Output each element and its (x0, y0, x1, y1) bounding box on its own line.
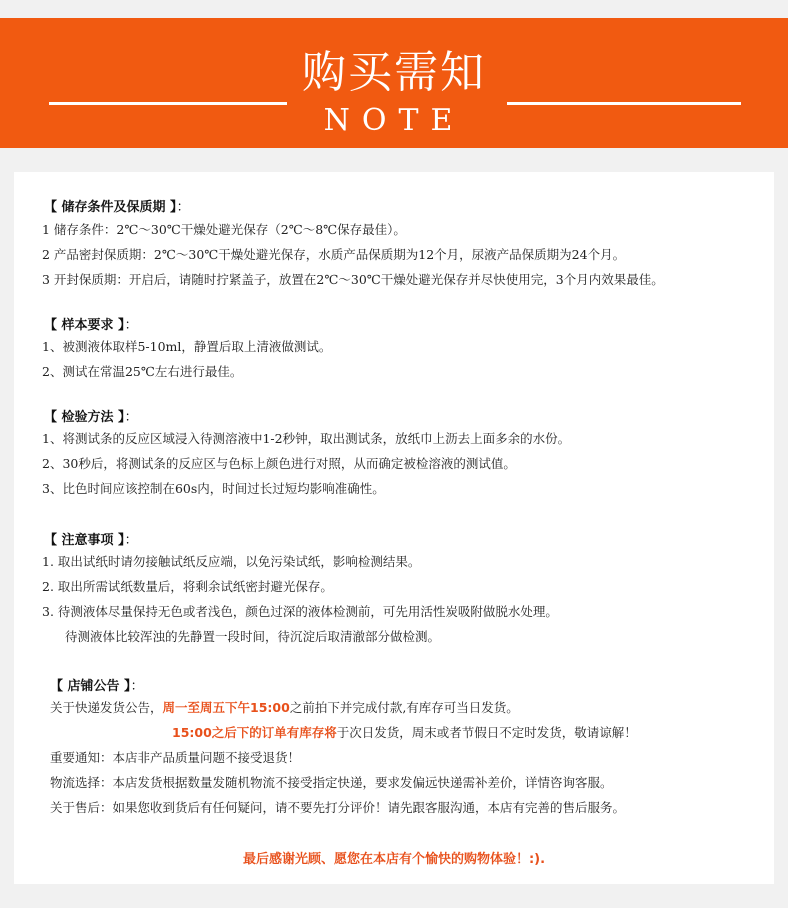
section-heading-storage-label: 【 储存条件及保质期 】 (44, 200, 177, 215)
store-logistics-notice: 物流选择：本店发货根据数量发随机物流不接受指定快递，要求发偏远快递需补差价，详情咨询客服。 (50, 775, 613, 790)
notice-card (14, 172, 774, 884)
section-heading-method-colon: ： (124, 410, 138, 425)
section-heading-method (44, 406, 138, 425)
store-shipping-intro: 关于快递发货公告， (50, 700, 163, 715)
section-heading-notes-label: 【 注意事项 】 (44, 533, 125, 548)
page-title: 购买需知 (302, 47, 486, 98)
section-heading-sample-label: 【 样本要求 】 (44, 318, 125, 333)
section-heading-sample-colon: ： (124, 318, 138, 333)
notes-item-3-cont: 待测液体比较浑浊的先静置一段时间，待沉淀后取清澈部分做检测。 (65, 629, 441, 644)
store-next-day-tail: 于次日发货，周末或者节假日不定时发货，敬请谅解！ (336, 725, 637, 740)
store-shipping-line (50, 700, 519, 716)
notes-item-2: 2. 取出所需试纸数量后，将剩余试纸密封避光保存。 (42, 579, 333, 594)
section-heading-store (50, 675, 144, 694)
section-heading-store-colon: ： (130, 679, 144, 694)
notes-item-3: 3. 待测液体尽量保持无色或者浅色，颜色过深的液体检测前，可先用活性炭吸附做脱水处理。 (42, 604, 558, 619)
store-shipping-tail: 之前拍下并完成付款,有库存可当日发货。 (289, 700, 519, 715)
closing-message: 最后感谢光顾、愿您在本店有个愉快的购物体验！:). (242, 852, 546, 867)
store-next-day-highlight: 15:00之后下的订单有库存将 (172, 725, 337, 740)
section-heading-notes-colon: ： (124, 533, 138, 548)
sample-item-2: 2、测试在常温25℃左右进行最佳。 (42, 364, 243, 379)
header-banner (0, 18, 788, 148)
section-heading-storage-colon: ： (176, 200, 190, 215)
method-item-1: 1、将测试条的反应区域浸入待测溶液中1-2秒钟，取出测试条，放纸巾上沥去上面多余的水份。 (42, 431, 571, 446)
sample-item-1: 1、被测液体取样5-10ml，静置后取上清液做测试。 (42, 339, 332, 354)
store-shipping-highlight: 周一至周五下午15:00 (162, 700, 290, 715)
storage-item-2: 2 产品密封保质期：2℃～30℃干燥处避光保存，水质产品保质期为12个月，尿液产品保质期为24个月。 (42, 247, 626, 262)
section-heading-store-label: 【 店铺公告 】 (50, 679, 131, 694)
store-return-notice: 重要通知：本店非产品质量问题不接受退货！ (50, 750, 301, 765)
method-item-2: 2、30秒后，将测试条的反应区与色标上颜色进行对照，从而确定被检溶液的测试值。 (42, 456, 516, 471)
page-subtitle: NOTE (323, 103, 465, 138)
store-next-day-line (172, 725, 637, 741)
notes-item-1: 1. 取出试纸时请勿接触试纸反应端，以免污染试纸，影响检测结果。 (42, 554, 421, 569)
storage-item-3: 3 开封保质期：开启后，请随时拧紧盖子，放置在2℃～30℃干燥处避光保存并尽快使用完，3个月内效果最佳。 (42, 272, 664, 287)
method-item-3: 3、比色时间应该控制在60s内，时间过长过短均影响准确性。 (42, 481, 385, 496)
section-heading-method-label: 【 检验方法 】 (44, 410, 125, 425)
store-aftersale-notice: 关于售后：如果您收到货后有任何疑问，请不要先打分评价！请先跟客服沟通，本店有完善的售后服务。 (50, 800, 626, 815)
section-heading-storage (44, 196, 190, 215)
storage-item-1: 1 储存条件：2℃～30℃干燥处避光保存（2℃～8℃保存最佳）。 (42, 222, 406, 237)
section-heading-sample (44, 314, 138, 333)
section-heading-notes (44, 529, 138, 548)
